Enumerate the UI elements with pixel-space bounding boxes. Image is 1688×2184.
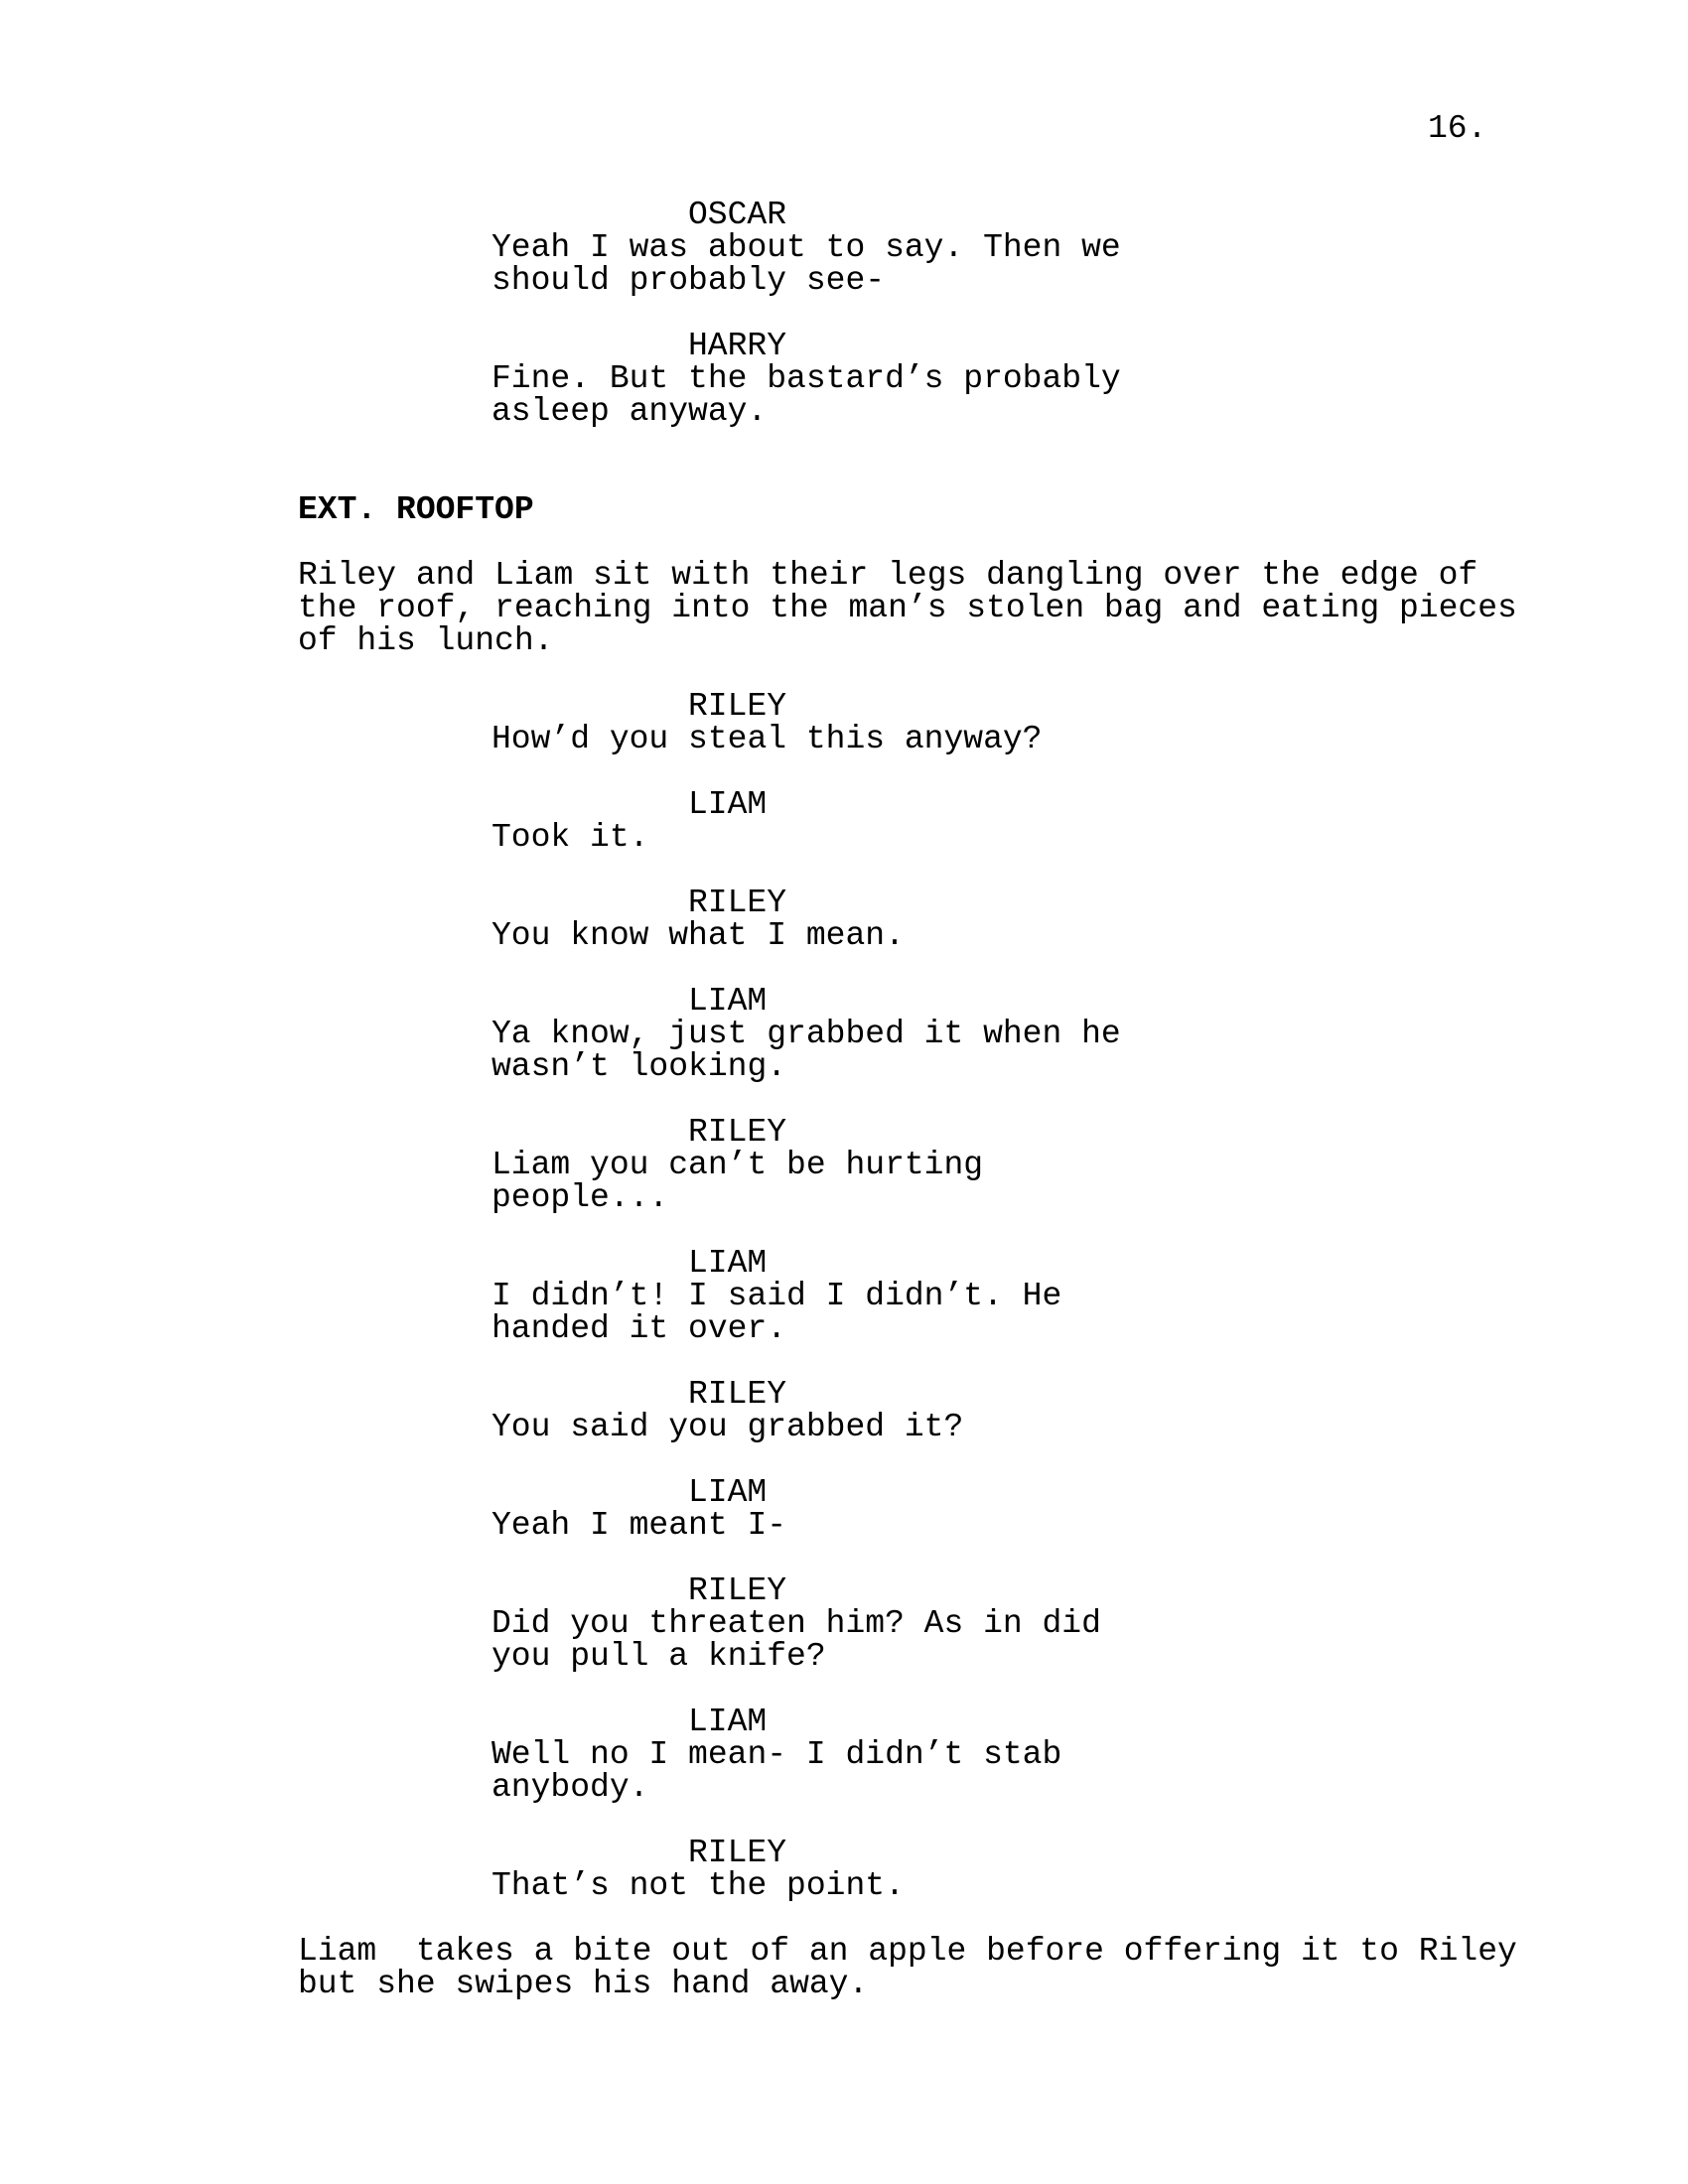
dialogue-line: Liam you can’t be hurting people... <box>492 1147 984 1216</box>
character-name: LIAM <box>688 1245 768 1282</box>
dialogue-line: Well no I mean- I didn’t stab anybody. <box>492 1736 1062 1806</box>
dialogue-line: How’d you steal this anyway? <box>492 721 1043 757</box>
character-name: RILEY <box>688 688 787 725</box>
character-name: RILEY <box>688 1114 787 1151</box>
dialogue-line: Fine. But the bastard’s probably asleep anyway. <box>492 360 1121 430</box>
character-name: LIAM <box>688 1474 768 1511</box>
action-line: Liam takes a bite out of an apple before offering it to Riley but she swipes his hand away. <box>298 1933 1517 2002</box>
dialogue-line: Yeah I meant I- <box>492 1507 787 1544</box>
dialogue-line: I didn’t! I said I didn’t. He handed it over. <box>492 1278 1062 1347</box>
action-line: Riley and Liam sit with their legs dangling over the edge of the roof, reaching into the man’s stolen bag and eating pieces of his lunch. <box>298 557 1517 659</box>
dialogue-line: You said you grabbed it? <box>492 1409 964 1445</box>
dialogue-line: That’s not the point. <box>492 1867 905 1904</box>
character-name: RILEY <box>688 1835 787 1871</box>
dialogue-line: Did you threaten him? As in did you pull a knife? <box>492 1605 1101 1675</box>
character-name: RILEY <box>688 1572 787 1609</box>
character-name: LIAM <box>688 983 768 1020</box>
dialogue-line: Ya know, just grabbed it when he wasn’t looking. <box>492 1016 1121 1085</box>
dialogue-line: Yeah I was about to say. Then we should probably see- <box>492 229 1121 299</box>
character-name: LIAM <box>688 786 768 823</box>
character-name: LIAM <box>688 1704 768 1740</box>
dialogue-line: You know what I mean. <box>492 917 905 954</box>
dialogue-line: Took it. <box>492 819 649 856</box>
character-name: OSCAR <box>688 197 787 233</box>
character-name: RILEY <box>688 885 787 921</box>
character-name: HARRY <box>688 328 787 364</box>
scene-heading: EXT. ROOFTOP <box>298 491 534 528</box>
page-number: 16. <box>1428 110 1487 147</box>
character-name: RILEY <box>688 1376 787 1413</box>
